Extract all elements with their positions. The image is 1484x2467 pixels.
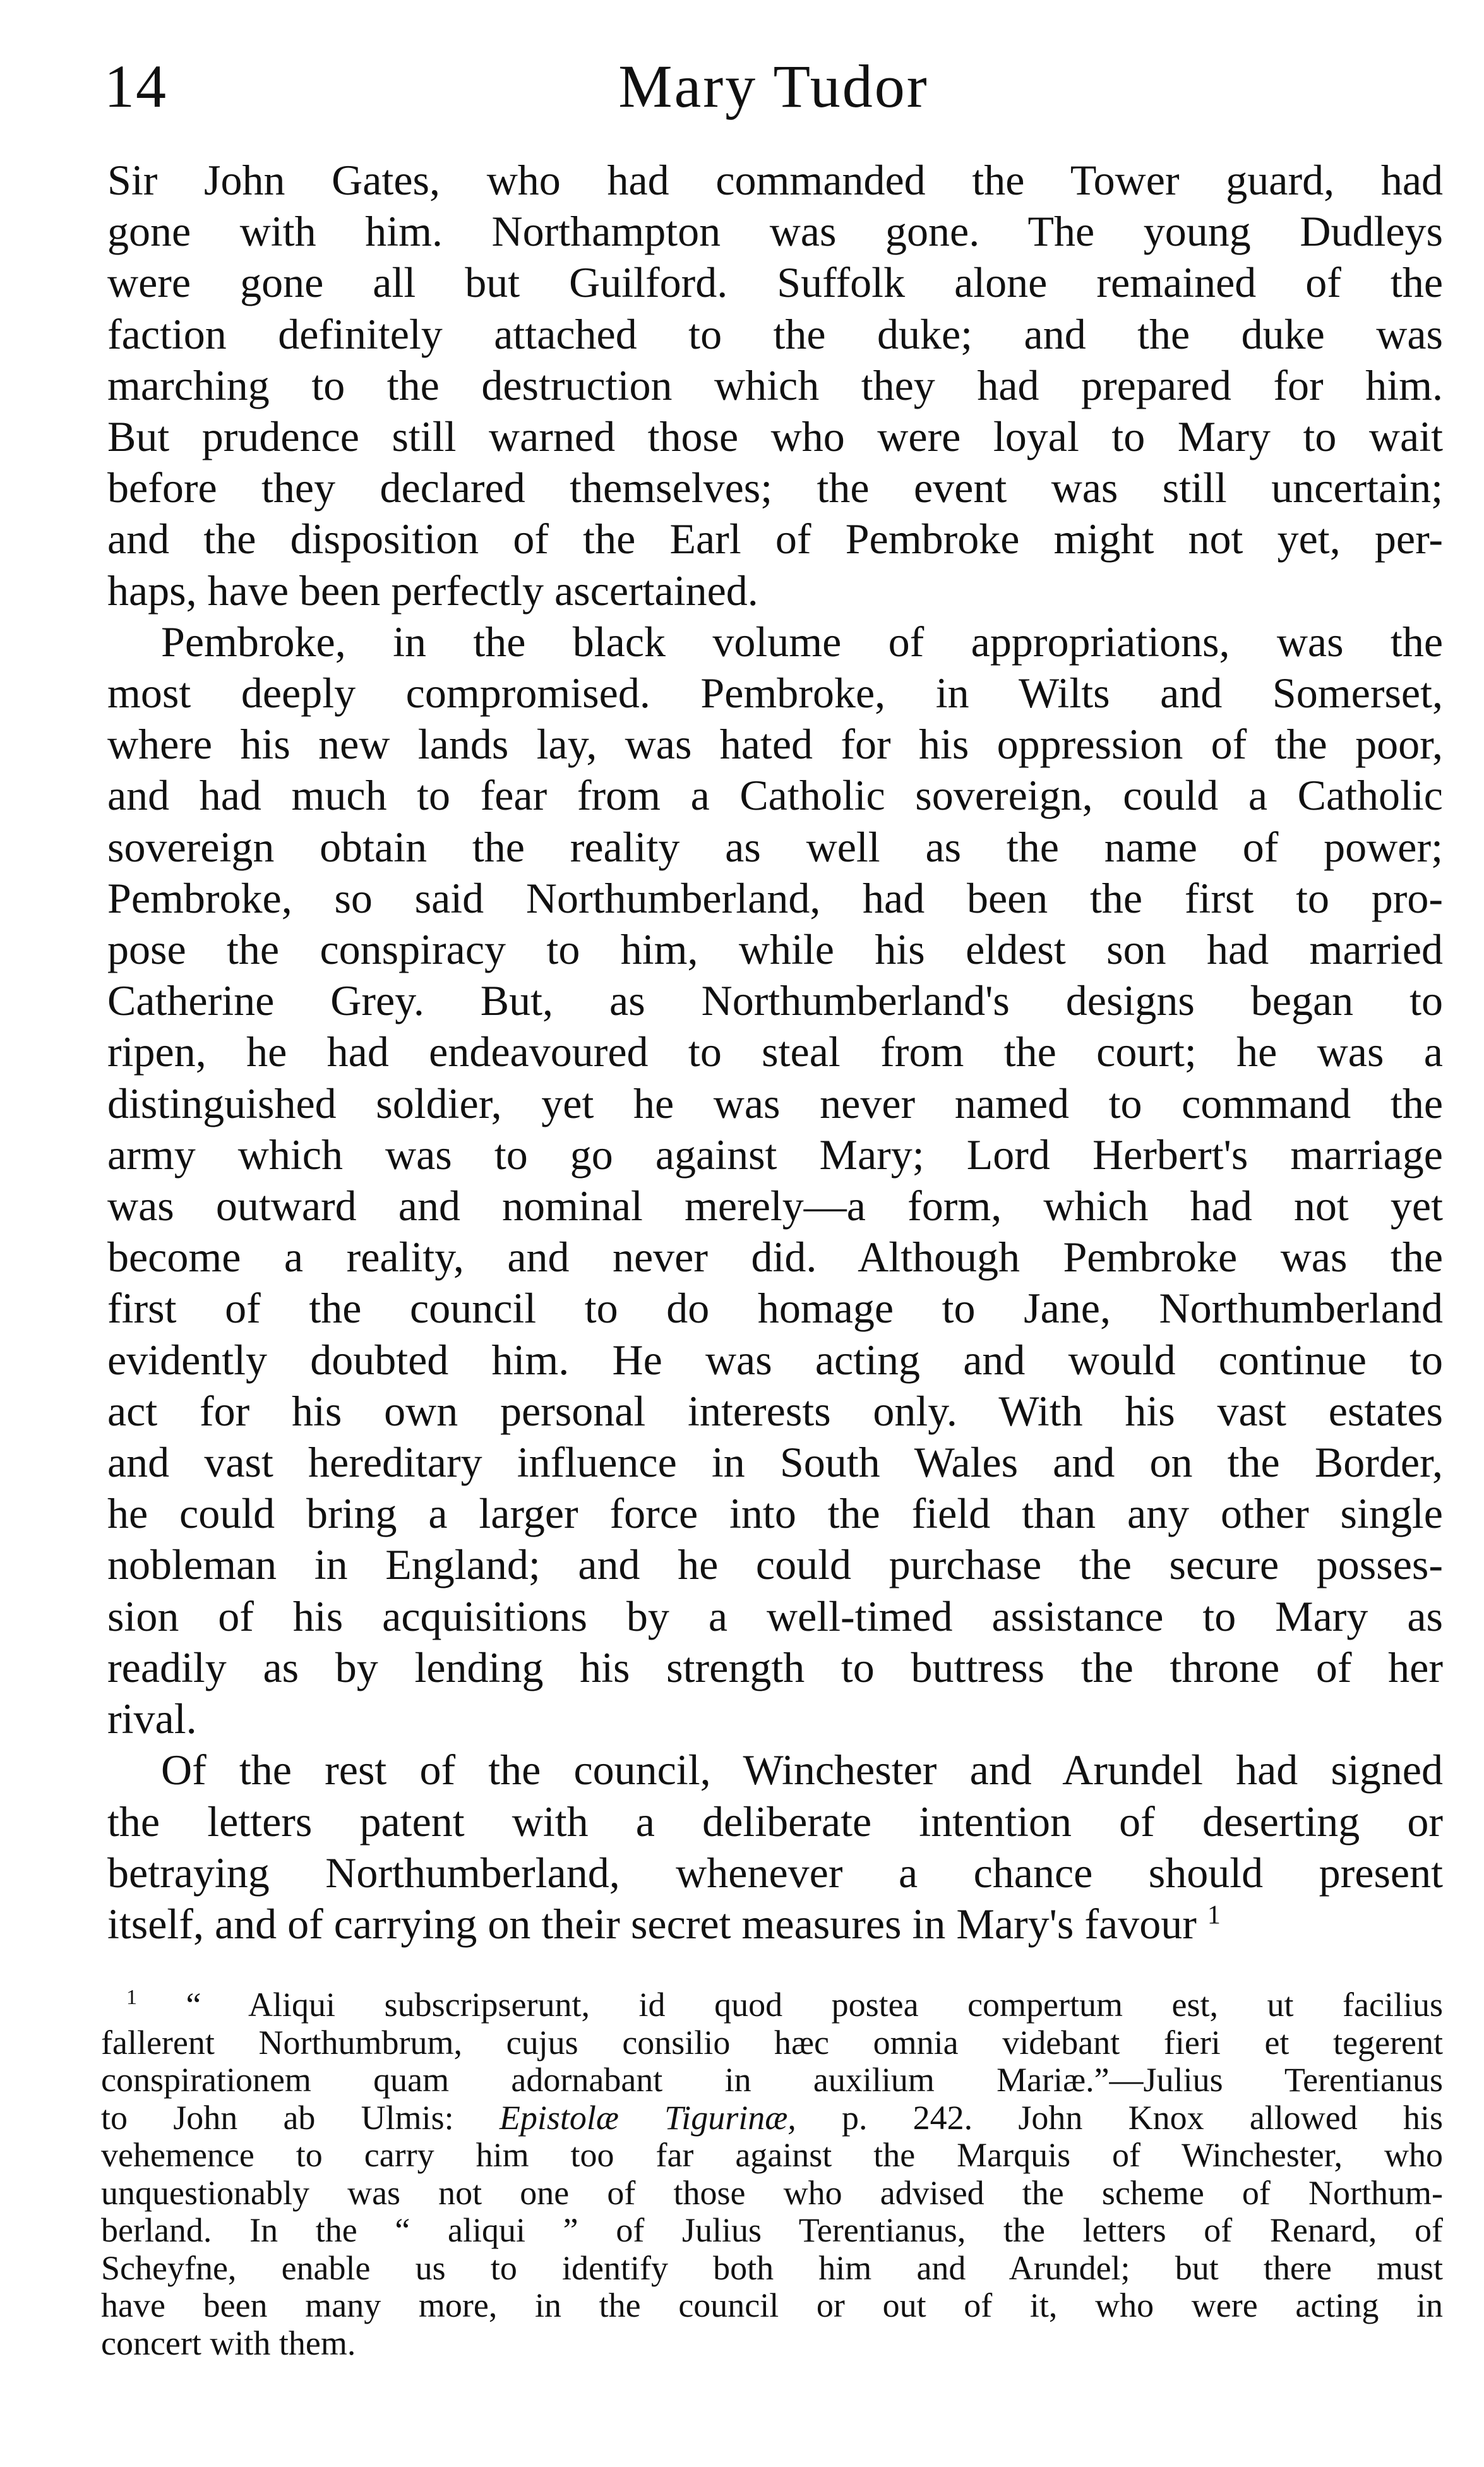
footnote-line: unquestionably was not one of those who advised the scheme of Northum- bbox=[101, 2173, 1443, 2212]
text-line: where his new lands lay, was hated for his oppression of the poor, bbox=[107, 720, 1443, 769]
text-line: were gone all but Guilford. Suffolk alone remained of the bbox=[107, 258, 1443, 307]
text-line: he could bring a larger force into the field than any other single bbox=[107, 1489, 1443, 1538]
text-line: Pembroke, so said Northumberland, had been the first to pro- bbox=[107, 873, 1443, 922]
text-line: Of the rest of the council, Winchester and Arundel had signed bbox=[161, 1746, 1443, 1794]
footnote-mark: 1 bbox=[126, 1986, 137, 2009]
text-line: act for his own personal interests only. With his vast estates bbox=[107, 1386, 1443, 1435]
text-line-content: itself, and of carrying on their secret measures in Mary's favour bbox=[107, 1899, 1197, 1948]
footnote-line-text: p. 242. John Knox allowed his bbox=[796, 2098, 1444, 2137]
text-line: faction definitely attached to the duke; and the duke was bbox=[107, 309, 1443, 358]
running-head: Mary Tudor bbox=[618, 52, 929, 120]
footnote-line: conspirationem quam adornabant in auxilium Mariæ.”—Julius Terentianus bbox=[101, 2061, 1443, 2099]
footnote-line: concert with them. bbox=[101, 2324, 356, 2362]
text-line: evidently doubted him. He was acting and would continue to bbox=[107, 1335, 1443, 1384]
paragraph-1 bbox=[107, 155, 1443, 616]
paragraph-3 bbox=[107, 1744, 1443, 1950]
footnote-citation-title: Epistolæ Tigurinæ, bbox=[499, 2098, 796, 2137]
footnote-line: berland. In the “ aliqui ” of Julius Terentianus, the letters of Renard, of bbox=[101, 2211, 1443, 2249]
text-line: Catherine Grey. But, as Northumberland's designs began to bbox=[107, 976, 1443, 1025]
footnote-line bbox=[101, 1986, 1443, 2024]
text-line: army which was to go against Mary; Lord Herbert's marriage bbox=[107, 1130, 1443, 1179]
footnote-line: have been many more, in the council or out of it, who were acting in bbox=[101, 2286, 1443, 2324]
text-line: pose the conspiracy to him, while his eldest son had married bbox=[107, 925, 1443, 974]
text-line: and vast hereditary influence in South Wales and on the Border, bbox=[107, 1438, 1443, 1487]
page-header bbox=[104, 52, 1443, 121]
text-line: sovereign obtain the reality as well as the name of power; bbox=[107, 822, 1443, 871]
text-line: Pembroke, in the black volume of appropriations, was the bbox=[161, 617, 1443, 666]
text-line: rival. bbox=[107, 1695, 197, 1743]
footnote-line: vehemence to carry him too far against the Marquis of Winchester, who bbox=[101, 2136, 1443, 2174]
text-line: nobleman in England; and he could purchase the secure posses- bbox=[107, 1540, 1443, 1589]
text-line: first of the council to do homage to Jane, Northumberland bbox=[107, 1284, 1443, 1333]
text-line: and the disposition of the Earl of Pembroke might not yet, per- bbox=[107, 515, 1443, 563]
footnote-reference[interactable]: 1 bbox=[1207, 1900, 1221, 1930]
text-line: marching to the destruction which they had prepared for him. bbox=[107, 361, 1443, 409]
footnote-line-text: “ Aliqui subscripserunt, id quod postea compertum est, ut facilius bbox=[186, 1986, 1443, 2024]
page-number: 14 bbox=[104, 52, 167, 120]
footnote-line-text: to John ab Ulmis: bbox=[101, 2098, 500, 2137]
text-line: But prudence still warned those who were loyal to Mary to wait bbox=[107, 412, 1443, 461]
text-line: sion of his acquisitions by a well-timed assistance to Mary as bbox=[107, 1592, 1443, 1640]
text-line: gone with him. Northampton was gone. The young Dudleys bbox=[107, 207, 1443, 256]
text-line: betraying Northumberland, whenever a chance should present bbox=[107, 1848, 1443, 1897]
text-line: was outward and nominal merely—a form, which had not yet bbox=[107, 1182, 1443, 1230]
text-line: readily as by lending his strength to buttress the throne of her bbox=[107, 1643, 1443, 1691]
text-line: become a reality, and never did. Although Pembroke was the bbox=[107, 1233, 1443, 1282]
footnote-line bbox=[101, 2099, 1443, 2137]
footnote-line: Scheyfne, enable us to identify both him and Arundel; but there must bbox=[101, 2248, 1443, 2287]
text-line: most deeply compromised. Pembroke, in Wilts and Somerset, bbox=[107, 669, 1443, 717]
text-line: the letters patent with a deliberate intention of deserting or bbox=[107, 1797, 1443, 1846]
text-line: haps, have been perfectly ascertained. bbox=[107, 566, 758, 615]
text-line: and had much to fear from a Catholic sovereign, could a Catholic bbox=[107, 771, 1443, 820]
text-line bbox=[107, 1899, 1443, 1950]
paragraph-2 bbox=[107, 616, 1443, 1744]
footnote-line: fallerent Northumbrum, cujus consilio hæc omnia videbant fieri et tegerent bbox=[101, 2023, 1443, 2062]
text-line: ripen, he had endeavoured to steal from the court; he was a bbox=[107, 1028, 1443, 1076]
footnote bbox=[101, 1986, 1443, 2362]
text-line: distinguished soldier, yet he was never named to command the bbox=[107, 1079, 1443, 1127]
text-line: before they declared themselves; the event was still uncertain; bbox=[107, 464, 1443, 512]
body-text bbox=[107, 155, 1443, 1950]
text-line: Sir John Gates, who had commanded the Tower guard, had bbox=[107, 156, 1443, 204]
